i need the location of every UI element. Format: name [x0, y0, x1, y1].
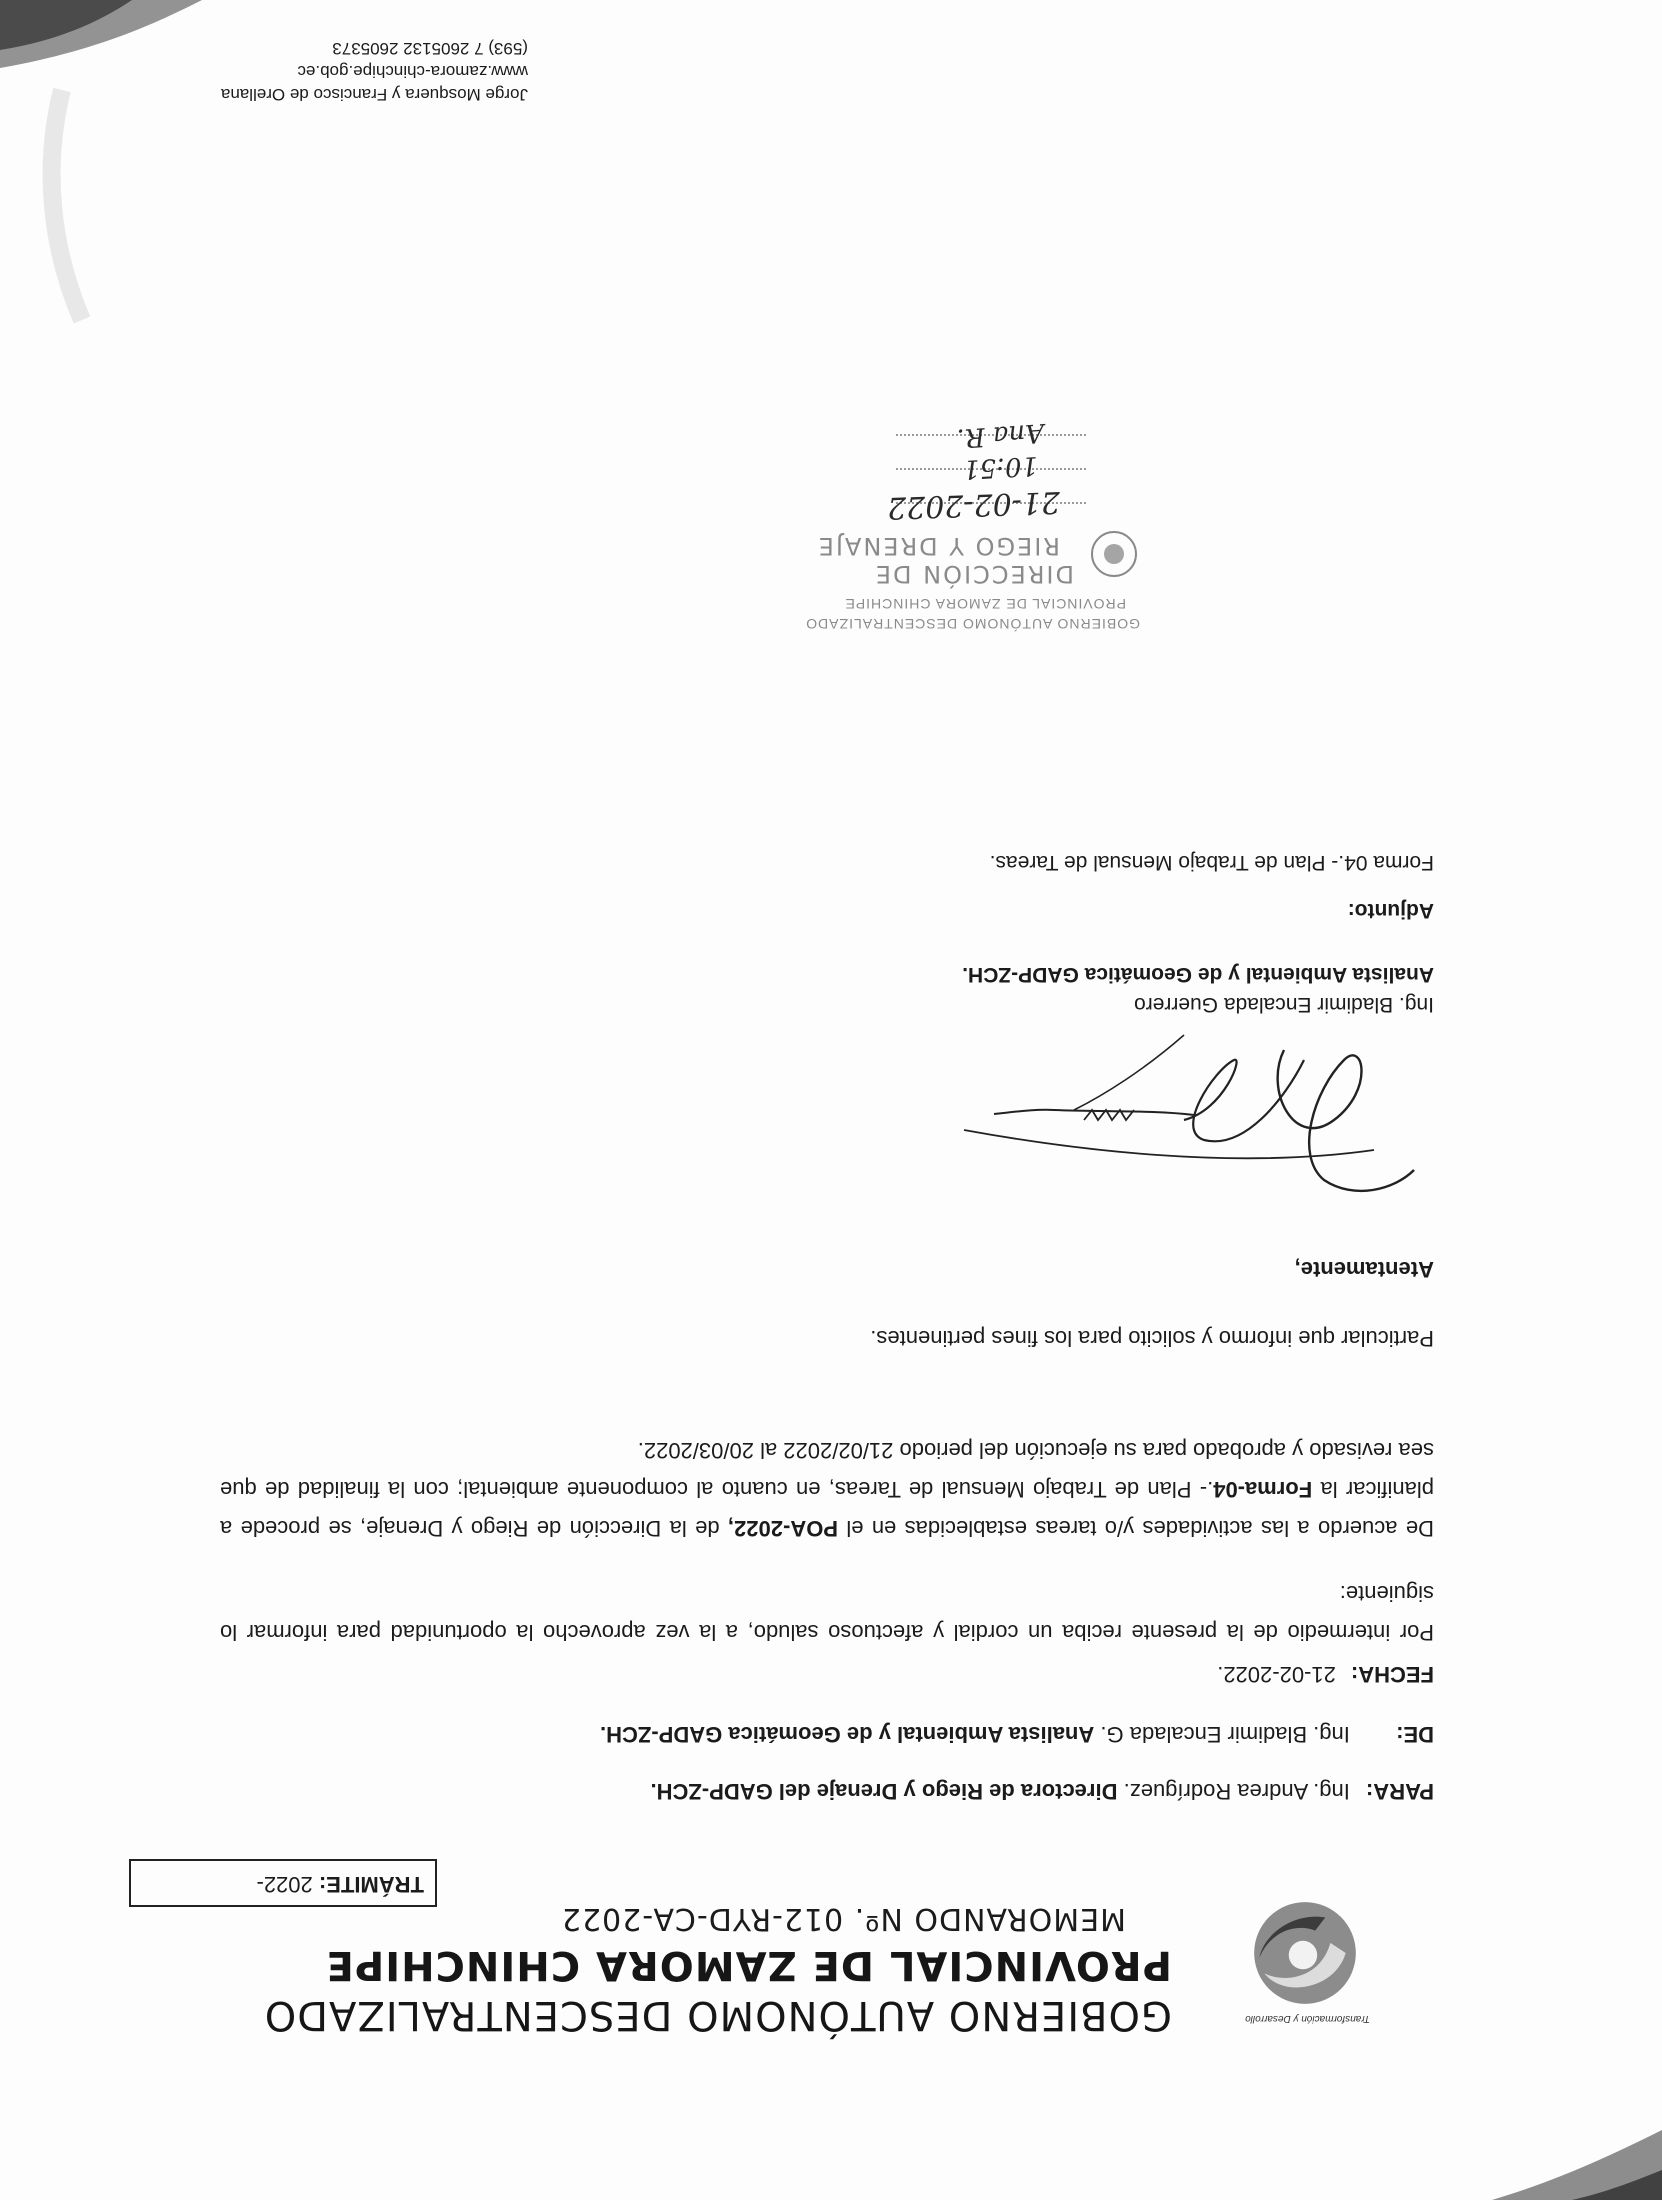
tramite-field	[257, 1871, 425, 1897]
footer-web: www.zamora-chinchipe.gob.ec	[297, 62, 528, 81]
de-role: Analista Ambiental y de Geomática GADP-ZCH.	[599, 1722, 1095, 1747]
attachment-item: Forma 04.- Plan de Trabajo Mensual de Tareas.	[989, 851, 1434, 874]
stamp-handwritten-date: 21-02-2022	[886, 483, 1061, 526]
stamp-line4: RIEGO Y DRENAJE	[816, 532, 1060, 560]
fecha-label: FECHA:	[1350, 1662, 1434, 1687]
p2-text-a: De acuerdo a las actividades y/o tareas establecidas en el	[838, 1516, 1434, 1541]
de-name: Ing. Bladimir Encalada G.	[1100, 1722, 1350, 1747]
de-label: DE:	[1396, 1722, 1434, 1747]
signer-name: Ing. Bladimir Encalada Guerrero	[1134, 993, 1434, 1016]
para-role: Directora de Riego y Drenaje del GADP-ZCH.	[650, 1779, 1118, 1804]
para-label: PARA:	[1365, 1779, 1434, 1804]
reception-stamp	[805, 392, 1156, 632]
attachment-label: Adjunto:	[1347, 899, 1434, 922]
stamp-seal-icon	[1088, 528, 1140, 580]
tramite-value: 2022-	[256, 1872, 313, 1897]
footer-phone: (593) 7 2605132 2605373	[332, 39, 528, 58]
stamp-handwritten-time: 10:51	[962, 450, 1039, 484]
para-field	[650, 1778, 1434, 1804]
footer-address: Jorge Mosquera y Francisco de Orellana	[220, 85, 528, 104]
closing-salutation: Atentamente,	[1294, 1257, 1434, 1282]
org-name-line1: GOBIERNO AUTÓNOMO DESCENTRALIZADO	[263, 1992, 1172, 2038]
body-paragraph-3: Particular que informo y solicito para los fines pertinentes.	[870, 1326, 1434, 1351]
tramite-label: TRÁMITE:	[318, 1872, 424, 1897]
p2-text-e: .- Plan de Trabajo Mensual de Tareas, en cuanto al componente ambiental; con la finalidad de que sea revisado y aprobado para su ejecución del periodo 21/02/2022 al 20/03/2022.	[219, 1438, 1434, 1502]
stamp-line3: DIRECCIÓN DE	[873, 560, 1074, 588]
fecha-field	[1217, 1661, 1434, 1687]
poa-reference: POA-2022,	[727, 1516, 838, 1541]
forma-reference: Forma-04	[1213, 1477, 1313, 1502]
memo-number: MEMORANDO Nº. 012-RYD-CA-2022	[560, 1901, 1126, 1936]
p2-text-c: de la Dirección de Riego y Drenaje, se procede a planificar la	[220, 1477, 1434, 1541]
de-field	[600, 1721, 1434, 1747]
gadp-logo-icon	[1244, 1892, 1366, 2014]
footer-contact	[221, 37, 528, 106]
stamp-line2: PROVINCIAL DE ZAMORA CHINCHIPE	[844, 596, 1126, 612]
body-paragraph-1: Por intermedio de la presente reciba un cordial y afectuoso saludo, a la vez aprovecho la oportunidad para informar lo siguiente:	[220, 1581, 1434, 1645]
signer-title: Analista Ambiental y de Geomática GADP-ZCH.	[962, 963, 1434, 986]
handwritten-signature	[944, 1020, 1434, 1210]
stamp-handwritten-initials: Ana R.	[955, 416, 1045, 454]
para-name: Ing. Andrea Rodríguez.	[1123, 1779, 1350, 1804]
body-paragraph-2	[220, 1431, 1434, 1548]
org-name-line2: PROVINCIAL DE ZAMORA CHINCHIPE	[325, 1942, 1172, 1988]
fecha-value: 21-02-2022.	[1217, 1662, 1336, 1687]
logo-caption: Transformación y Desarrollo	[1245, 2013, 1370, 2024]
stamp-line1: GOBIERNO AUTÓNOMO DESCENTRALIZADO	[805, 616, 1140, 632]
